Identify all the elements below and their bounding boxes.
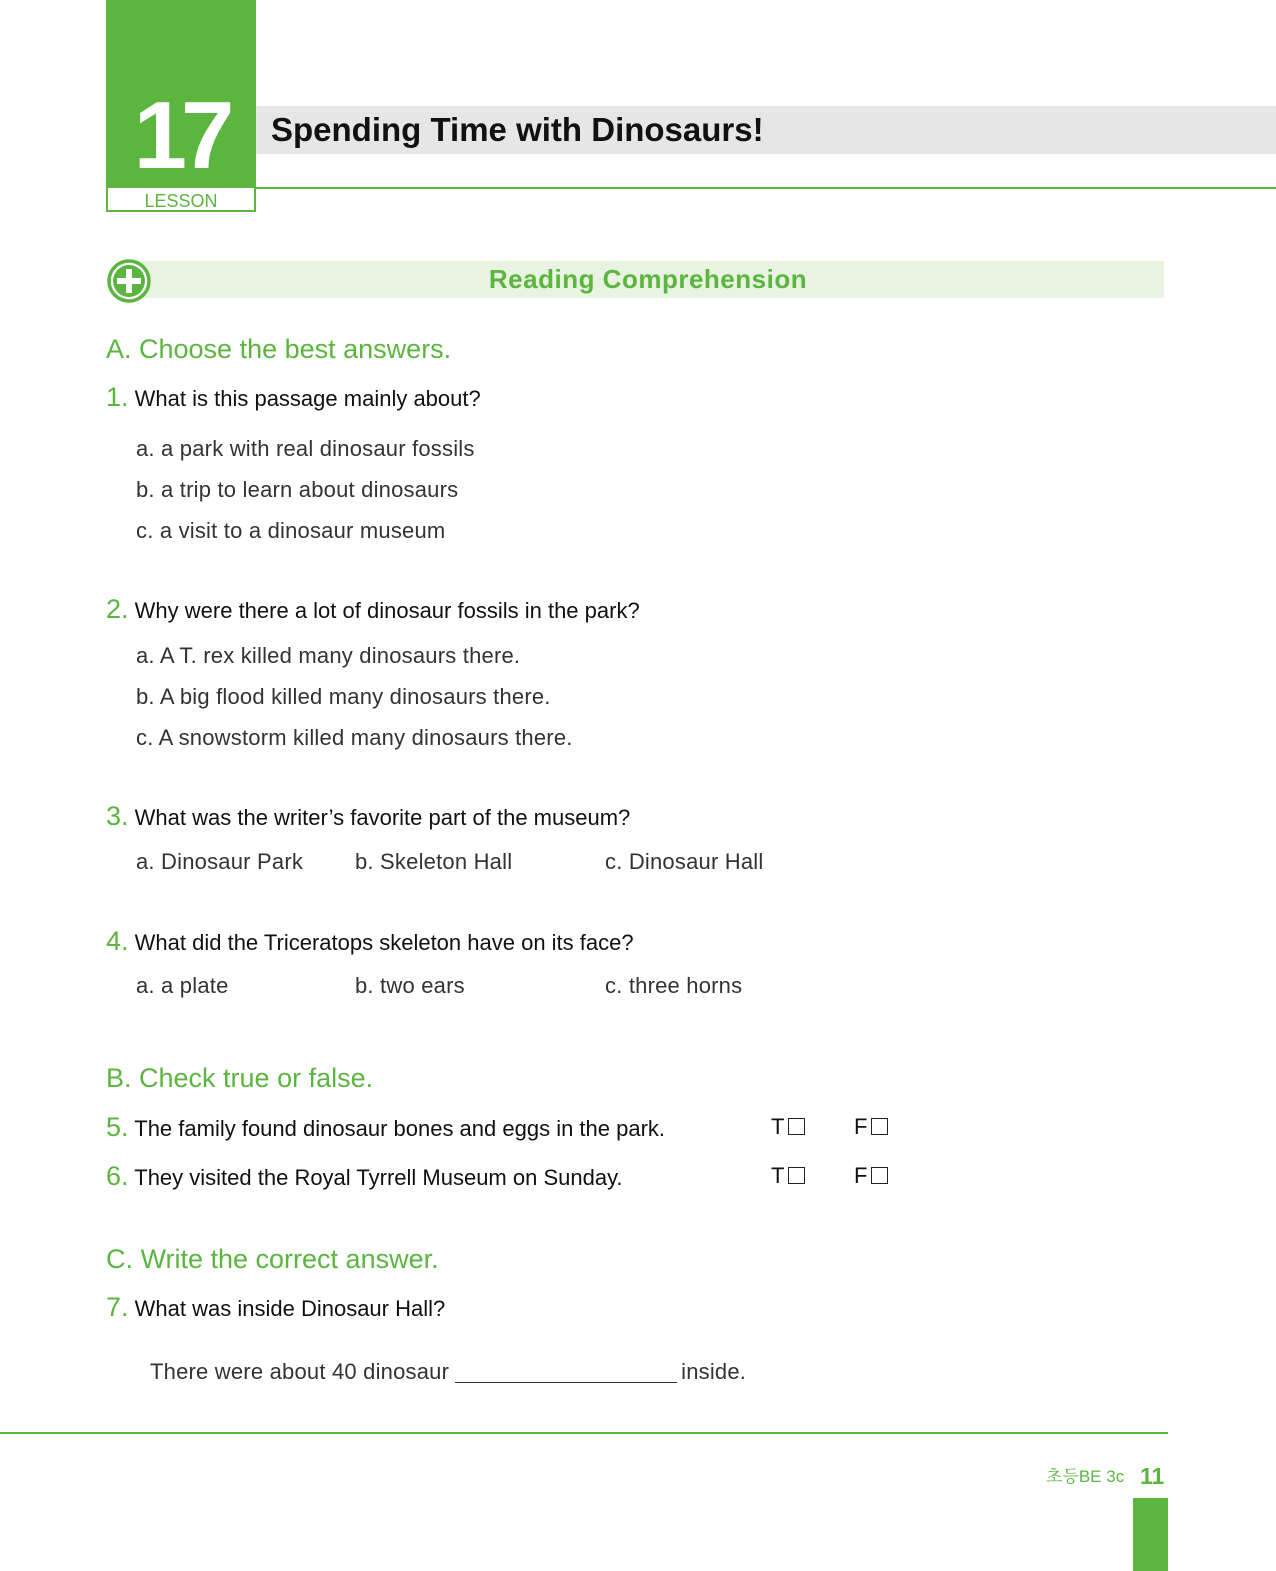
section-banner-title: Reading Comprehension — [488, 264, 808, 294]
book-code: 초등BE 3c — [1046, 1467, 1125, 1486]
true-label: T — [771, 1163, 785, 1188]
question-text: Why were there a lot of dinosaur fossils in the park? — [134, 598, 640, 623]
option-1c[interactable]: c. a visit to a dinosaur museum — [136, 518, 446, 543]
option-2b[interactable]: b. A big flood killed many dinosaurs there. — [136, 684, 551, 709]
option-3b[interactable]: b. Skeleton Hall — [355, 849, 513, 874]
answer-blank[interactable] — [455, 1364, 677, 1383]
false-label: F — [854, 1163, 868, 1188]
question-4 — [106, 926, 634, 958]
question-1 — [106, 382, 481, 414]
question-number: 7. — [106, 1292, 129, 1322]
answer-sentence — [150, 1358, 746, 1386]
option-2a[interactable]: a. A T. rex killed many dinosaurs there. — [136, 643, 521, 668]
page-number: 11 — [1140, 1463, 1165, 1489]
question-text: What was inside Dinosaur Hall? — [134, 1296, 446, 1321]
question-text: What was the writer’s favorite part of the museum? — [134, 805, 631, 830]
option-3c[interactable]: c. Dinosaur Hall — [605, 849, 764, 874]
false-label: F — [854, 1114, 868, 1139]
part-c-heading: C. Write the correct answer. — [106, 1244, 439, 1274]
question-text: What did the Triceratops skeleton have on its face? — [134, 930, 634, 955]
footer-divider — [0, 1432, 1168, 1434]
question-3 — [106, 801, 630, 833]
lesson-badge — [106, 0, 256, 212]
true-checkbox-6[interactable] — [771, 1161, 805, 1191]
answer-after-text: inside. — [681, 1359, 747, 1384]
statement-6 — [106, 1161, 623, 1193]
part-b-heading: B. Check true or false. — [106, 1063, 374, 1093]
option-3a[interactable]: a. Dinosaur Park — [136, 849, 304, 874]
question-7 — [106, 1292, 445, 1324]
checkbox-icon[interactable] — [788, 1118, 805, 1135]
part-a-heading: A. Choose the best answers. — [106, 334, 452, 364]
question-number: 6. — [106, 1161, 129, 1191]
statement-text: They visited the Royal Tyrrell Museum on Sunday. — [134, 1165, 623, 1190]
option-1b[interactable]: b. a trip to learn about dinosaurs — [136, 477, 459, 502]
question-number: 1. — [106, 382, 129, 412]
question-number: 2. — [106, 594, 129, 624]
false-checkbox-6[interactable] — [854, 1161, 888, 1191]
statement-5 — [106, 1112, 665, 1144]
question-2 — [106, 594, 640, 626]
option-4b[interactable]: b. two ears — [355, 973, 465, 998]
question-number: 4. — [106, 926, 129, 956]
checkbox-icon[interactable] — [788, 1167, 805, 1184]
title-divider — [256, 187, 1276, 189]
footer-tab — [1133, 1498, 1168, 1571]
option-4c[interactable]: c. three horns — [605, 973, 743, 998]
statement-text: The family found dinosaur bones and eggs in the park. — [134, 1116, 666, 1141]
checkbox-icon[interactable] — [871, 1167, 888, 1184]
false-checkbox-5[interactable] — [854, 1112, 888, 1142]
question-text: What is this passage mainly about? — [134, 386, 481, 411]
question-number: 5. — [106, 1112, 129, 1142]
lesson-label: LESSON — [144, 191, 218, 211]
option-2c[interactable]: c. A snowstorm killed many dinosaurs there. — [136, 725, 573, 750]
question-number: 3. — [106, 801, 129, 831]
answer-before-text: There were about 40 dinosaur — [150, 1359, 450, 1384]
lesson-number: 17 — [133, 82, 229, 189]
option-4a[interactable]: a. a plate — [136, 973, 229, 998]
true-label: T — [771, 1114, 785, 1139]
option-1a[interactable]: a. a park with real dinosaur fossils — [136, 436, 475, 461]
page-title: Spending Time with Dinosaurs! — [271, 111, 764, 148]
checkbox-icon[interactable] — [871, 1118, 888, 1135]
true-checkbox-5[interactable] — [771, 1112, 805, 1142]
